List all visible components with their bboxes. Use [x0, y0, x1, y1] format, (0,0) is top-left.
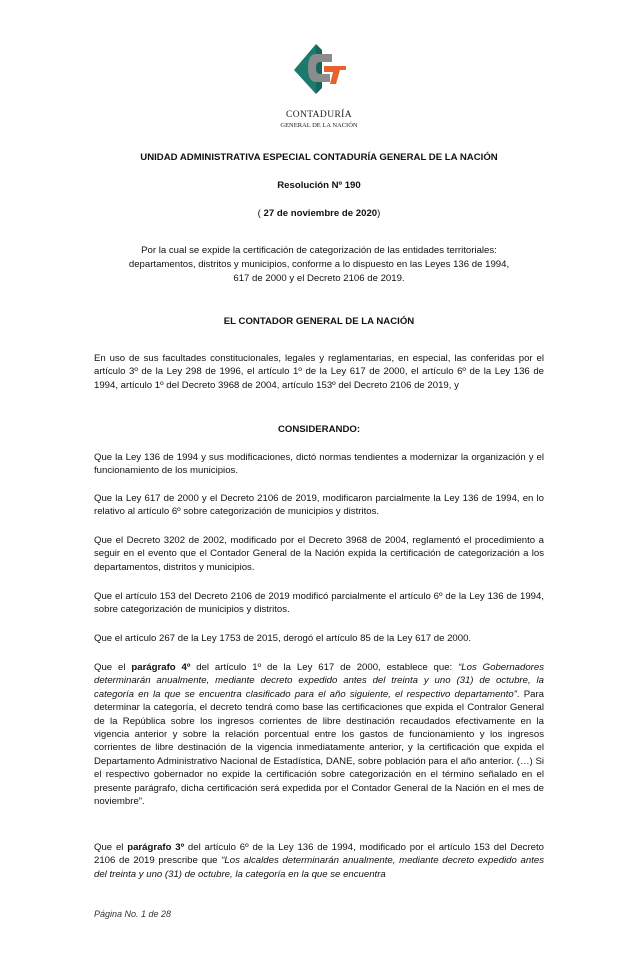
paragraph-1: Que la Ley 136 de 1994 y sus modificaciones, dictó normas tendientes a modernizar la organización y el funcionamiento de los municipios. [94, 452, 544, 477]
contaduria-logo [286, 44, 356, 94]
summary-line-3: 617 de 2000 y el Decreto 2106 de 2019. [233, 273, 405, 284]
paragraph-4: Que el artículo 153 del Decreto 2106 de 2019 modificó parcialmente el artículo 6º de la Ley 136 de 1994, sobre categorización de municipios y distritos. [94, 591, 544, 616]
summary-line-2: departamentos, distritos y municipios, conforme a lo dispuesto en las Leyes 136 de 1994, [128, 259, 510, 270]
resolution-number: Resolución Nº 190 [277, 180, 361, 191]
summary-line-1: Por la cual se expide la certificación de categorización de las entidades territoriales: [141, 245, 497, 256]
paragraph-7: Que el parágrafo 3º del artículo 6º de la Ley 136 de 1994, modificado por el artículo 153 del Decreto 2106 de 2019 prescribe que “Los alcaldes determinarán anualmente, mediante decreto expedido antes del treinta y uno (31) de octubre, la categoría en la que se encuentra [94, 842, 544, 880]
logo-subtitle: GENERAL DE LA NACIÓN [280, 122, 358, 129]
entity-title: UNIDAD ADMINISTRATIVA ESPECIAL CONTADURÍA GENERAL DE LA NACIÓN [140, 152, 498, 163]
paragraph-5: Que el artículo 267 de la Ley 1753 de 2015, derogó el artículo 85 de la Ley 617 de 2000. [94, 633, 472, 644]
paragraph-3: Que el Decreto 3202 de 2002, modificado por el Decreto 3968 de 2004, reglamentó el procedimiento a seguir en el evento que el Contador General de la Nación expida la certificación de categorización a los departamentos, distritos y municipios. [94, 535, 544, 573]
resolution-date: ( 27 de noviembre de 2020) [257, 208, 381, 219]
logo-name: CONTADURÍA [285, 110, 353, 120]
page-footer: Página No. 1 de 28 [94, 909, 172, 919]
paragraph-2: Que la Ley 617 de 2000 y el Decreto 2106 de 2019, modificaron parcialmente la Ley 136 de 1994, en lo relativo al artículo 6º sobre categorización de municipios y distritos. [94, 493, 544, 518]
authority-heading: EL CONTADOR GENERAL DE LA NACIÓN [223, 316, 415, 327]
considerando-heading: CONSIDERANDO: [277, 424, 361, 435]
paragraph-6: Que el parágrafo 4º del artículo 1º de la Ley 617 de 2000, establece que: “Los Gobernadores determinarán anualmente, mediante decreto expedido antes del treinta y uno (31) de octubre, la categoría en la que se encuentra clasificado para el año siguiente, el respectivo departamento”. Para determinar la categoría, el decreto tendrá como base las certificaciones que expida el Contralor General de la República sobre los ingresos corrientes de libre destinación recaudados efectivamente en la vigencia anterior y sobre la relación porcentual entre los gastos de funcionamiento y los ingresos corrientes de libre destinación de la vigencia inmediatamente anterior, y la certificación que expida el Departamento Administrativo Nacional de Estadística, DANE, sobre población para el año anterior. (…) Si el respectivo gobernador no expide la certificación sobre categorización en el término señalado en el presente parágrafo, dicha certificación será expedida por el Contador General de la Nación en el mes de noviembre”. [94, 662, 544, 808]
intro-paragraph: En uso de sus facultades constitucionales, legales y reglamentarias, en especial, las conferidas por el artículo 3º de la Ley 298 de 1996, el artículo 1º de la Ley 617 de 2000, el artículo 6º de la Ley 136 de 1994, artículo 1º del Decreto 3968 de 2004, artículo 153º del Decreto 2106 de 2019, y [94, 353, 544, 391]
